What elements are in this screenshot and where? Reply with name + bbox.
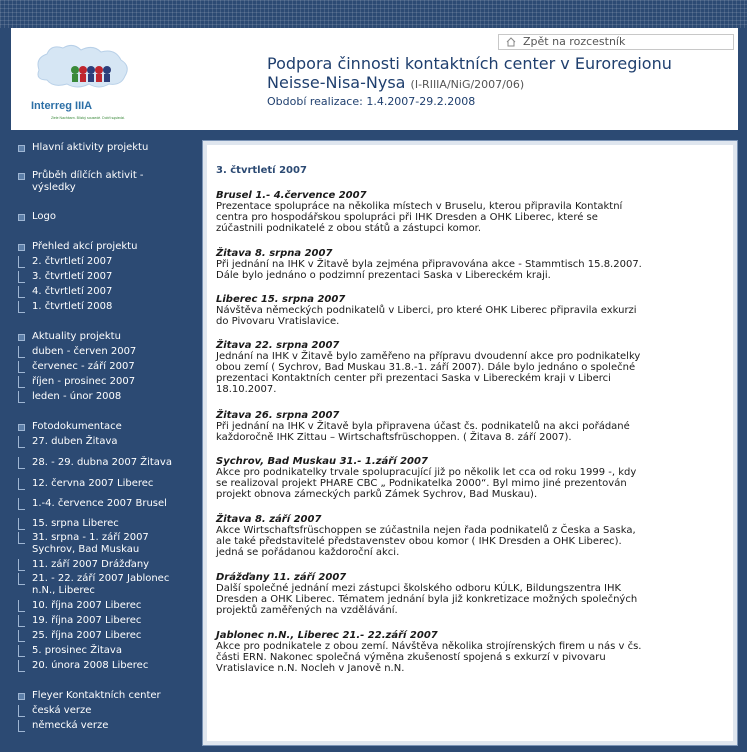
tree-tick — [18, 361, 25, 373]
interreg-logo[interactable] — [25, 38, 145, 120]
tree-tick — [18, 660, 25, 672]
tree-tick — [18, 271, 25, 283]
event-line: Další společné jednání mezi zástupci školského odboru KÚLK, Bildungszentra IHK — [216, 583, 622, 594]
event-heading: Sychrov, Bad Muskau 31.- 1.září 2007 — [216, 456, 428, 467]
tree-tick — [18, 256, 25, 268]
tree-tick — [18, 705, 25, 717]
event-line: Návštěva německých podnikatelů v Liberci, pro které OHK Liberec připravila exkurzi — [216, 305, 637, 316]
event-line: Při jednání na IHK v Žitavě byla připravena účast čs. podnikatelů na akci pořádané — [216, 421, 630, 432]
event-line: části ERN. Nakonec společná výměna zkušeností spojená s exkurzí v pivovaru — [216, 652, 606, 663]
event-heading: Drážďany 11. září 2007 — [216, 572, 347, 583]
event-entry — [216, 340, 686, 395]
event-entry — [216, 572, 686, 616]
event-entry — [216, 294, 686, 327]
event-heading: Žitava 22. srpna 2007 — [216, 340, 340, 351]
event-line: Jednání na IHK v Žitavě bylo zaměřeno na přípravu dvoudenní akce pro podnikatelky — [216, 351, 641, 362]
page-title-line1: Podpora činnosti kontaktních center v Euroregionu — [267, 54, 672, 73]
tree-tick — [18, 376, 25, 388]
logo-text: Interreg IIIA — [31, 100, 93, 112]
page-header — [11, 28, 738, 130]
tree-tick — [18, 346, 25, 358]
tree-tick — [18, 436, 25, 448]
event-line: každoročně IHK Zittau – Wirtschaftsfrüschoppen. ( Žitava 8. září 2007). — [216, 432, 572, 443]
tree-tick — [18, 498, 25, 510]
bullet-icon — [18, 173, 25, 180]
back-link-label: Zpět na rozcestník — [523, 35, 626, 48]
tree-tick — [18, 286, 25, 298]
header-grid-strip — [0, 0, 747, 28]
tree-tick — [18, 532, 25, 544]
event-entry — [216, 630, 686, 674]
project-code: (I-RIIIA/NiG/2007/06) — [410, 78, 525, 91]
main-content-panel — [202, 140, 738, 746]
event-line: se realizoval projekt PHARE CBC „ Podnikatelka 2000“. Byl mimo jiné prezentován — [216, 478, 627, 489]
tree-tick — [18, 391, 25, 403]
event-line: Akce Wirtschaftsfrüschoppen se zúčastnila nejen řada podnikatelů z Česka a Saska, — [216, 525, 636, 536]
tree-tick — [18, 600, 25, 612]
event-entry — [216, 190, 686, 234]
event-line: obou zemí ( Sychrov, Bad Muskau 31.8.-1. září 2007). Dále bylo jednáno o společné — [216, 362, 636, 373]
event-line: zúčastnili podnikatelé z obou států a zástupci komor. — [216, 223, 482, 234]
event-entry — [216, 248, 686, 281]
logo-subtext: Ziele Nachbarn. Blízký sousedé. Dobři sąsiedzi. — [51, 116, 126, 120]
event-line: centra pro hospodářskou spolupráci při IHK Dresden a OHK Liberec, které se — [216, 212, 598, 223]
tree-tick — [18, 559, 25, 571]
content-title: 3. čtvrtletí 2007 — [216, 165, 307, 176]
page-title-line2 — [267, 73, 524, 92]
event-line: prezentaci Kontaktních center při prezentaci Saska v Libereckém kraji v Liberci — [216, 373, 611, 384]
tree-tick — [18, 457, 25, 469]
event-line: jedná se pořádanou každoroční akci. — [216, 547, 400, 558]
event-entry — [216, 410, 686, 443]
bullet-icon — [18, 214, 25, 221]
tree-tick — [18, 645, 25, 657]
event-entry — [216, 514, 686, 558]
event-heading: Jablonec n.N., Liberec 21.- 22.září 2007 — [216, 630, 438, 641]
event-line: 18.10.2007. — [216, 384, 277, 395]
home-icon — [506, 37, 516, 47]
event-heading: Žitava 26. srpna 2007 — [216, 410, 340, 421]
back-to-crossroads-link[interactable] — [498, 34, 734, 50]
event-entry — [216, 456, 686, 500]
event-heading: Brusel 1.- 4.července 2007 — [216, 190, 367, 201]
event-heading: Liberec 15. srpna 2007 — [216, 294, 346, 305]
event-line: Akce pro podnikatelky trvale spolupracující již po několik let cca od roku 1999 -, kdy — [216, 467, 637, 478]
event-line: Akce pro podnikatele z obou zemí. Návštěva několika strojírenských firem u nás v čs. — [216, 641, 642, 652]
realization-period: Období realizace: 1.4.2007-29.2.2008 — [267, 95, 476, 108]
event-line: Dresden a OHK Liberec. Tématem jednání byla již konkretizace možných společných — [216, 594, 638, 605]
tree-tick — [18, 518, 25, 530]
event-line: projektů zaměřených na vzdělávání. — [216, 605, 398, 616]
bullet-icon — [18, 424, 25, 431]
event-line: projekt obnova zámeckých parků Zámek Sychrov, Bad Muskau). — [216, 489, 538, 500]
event-heading: Žitava 8. září 2007 — [216, 514, 322, 525]
event-heading: Žitava 8. srpna 2007 — [216, 248, 333, 259]
event-line: ale také představitelé představenstev obou komor ( IHK Dresden a OHK Liberec). — [216, 536, 622, 547]
tree-tick — [18, 301, 25, 313]
bullet-icon — [18, 334, 25, 341]
tree-tick — [18, 573, 25, 585]
event-line: Prezentace spolupráce na několika místech v Bruselu, kterou připravila Kontaktní — [216, 201, 623, 212]
tree-tick — [18, 720, 25, 732]
bullet-icon — [18, 244, 25, 251]
event-line: Při jednání na IHK v Žitavě byla zejména připravována akce - Stammtisch 15.8.2007. — [216, 259, 642, 270]
tree-tick — [18, 615, 25, 627]
event-line: do Pivovaru Vratislavice. — [216, 316, 340, 327]
bullet-icon — [18, 145, 25, 152]
bullet-icon — [18, 693, 25, 700]
tree-tick — [18, 630, 25, 642]
tree-tick — [18, 478, 25, 490]
puzzle-logo-icon — [29, 40, 134, 92]
event-line: Vratislavice n.N. Nocleh v Janově n.N. — [216, 663, 405, 674]
page-title-region: Neisse-Nisa-Nysa — [267, 73, 406, 92]
event-line: Dále bylo jednáno o podzimní prezentaci Saska v Libereckém kraji. — [216, 270, 551, 281]
